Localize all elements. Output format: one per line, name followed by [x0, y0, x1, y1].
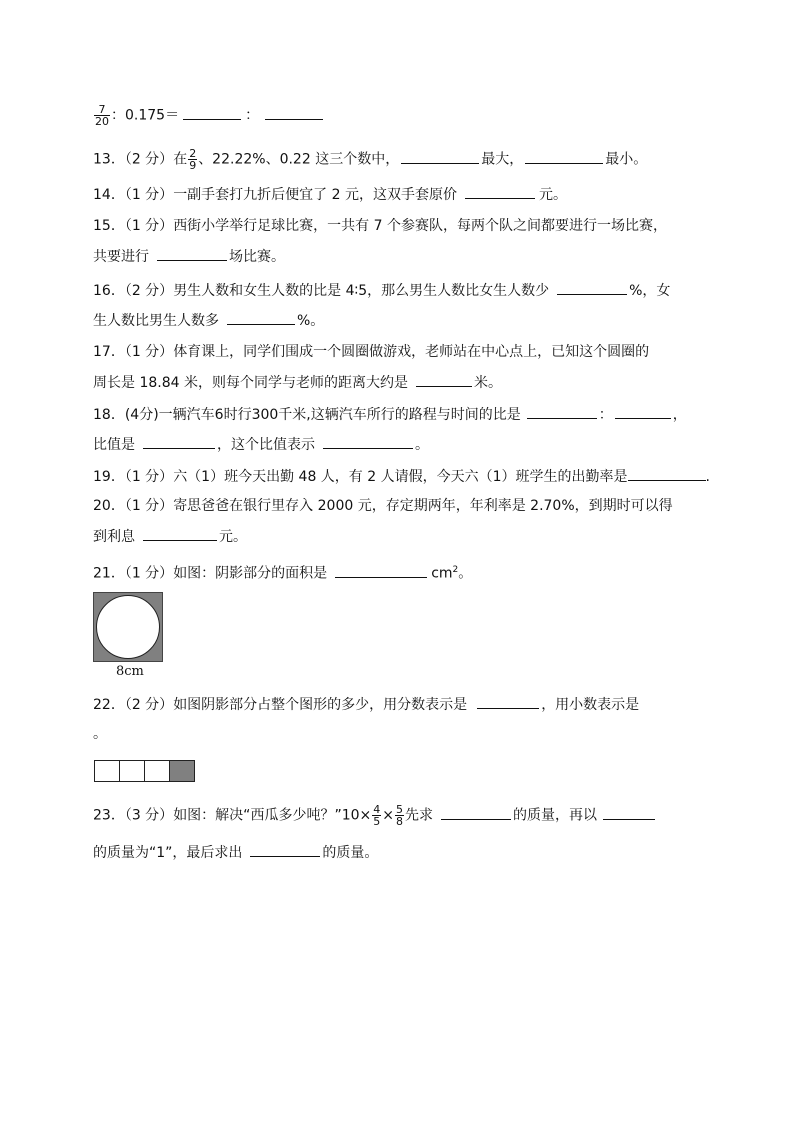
answer-blank[interactable] [615, 404, 671, 419]
answer-blank[interactable] [227, 310, 295, 325]
answer-blank[interactable] [603, 805, 655, 820]
answer-blank[interactable] [628, 466, 706, 481]
answer-blank[interactable] [441, 805, 511, 820]
question-20-line2: 到利息 元。 [93, 526, 247, 547]
question-16: 16．（2 分）男生人数和女生人数的比是 4∶5，那么男生人数比女生人数少 %，女 [93, 280, 670, 301]
fraction-2-9: $\frac{2}{9}$ [189, 147, 197, 172]
shaded-square-figure [93, 592, 163, 662]
question-16-line2: 生人数比男生人数多 %。 [93, 310, 324, 331]
strip-cell [95, 761, 120, 781]
inscribed-circle [96, 595, 160, 659]
question-21: 21．（1 分）如图：阴影部分的面积是 $cm^2$。 [93, 560, 472, 584]
answer-blank[interactable] [465, 184, 535, 199]
question-20: 20．（1 分）寄思爸爸在银行里存入 2000 元，存定期两年，年利率是 2.70%，到期时可以得 [93, 498, 673, 514]
question-22: 22．（2 分）如图阴影部分占整个图形的多少，用分数表示是 ，用小数表示是 [93, 694, 639, 715]
question-18: 18．(4分)一辆汽车6时行300千米,这辆汽车所行的路程与时间的比是 ： ， [93, 404, 687, 425]
answer-blank[interactable] [401, 149, 479, 164]
answer-blank[interactable] [183, 105, 241, 120]
question-17-line2: 周长是 18.84 米，则每个同学与老师的距离大约是 米。 [93, 372, 502, 393]
answer-blank[interactable] [157, 246, 227, 261]
question-22-line2: 。 [93, 726, 107, 742]
q12-continuation: $\frac{7}{20}$ ：0.175＝ ： [93, 104, 323, 127]
answer-blank[interactable] [265, 105, 323, 120]
figure-side-label: 8cm [116, 664, 144, 679]
question-18-line2: 比值是 ，这个比值表示 。 [93, 434, 429, 455]
answer-blank[interactable] [335, 563, 427, 578]
fraction-strip-figure [94, 760, 195, 782]
question-17: 17．（1 分）体育课上，同学们围成一个圆圈做游戏，老师站在中心点上，已知这个圆圈的 [93, 344, 650, 360]
question-15: 15．（1 分）西街小学举行足球比赛，一共有 7 个参赛队，每两个队之间都要进行一场比赛， [93, 218, 667, 234]
fraction-5-8: $\frac{5}{8}$ [395, 803, 403, 828]
question-13: 13．（2 分）在 $\frac{2}{9}$ 、22.22%、0.22 这三个数中， 最大， 最小。 [93, 147, 648, 172]
fraction-4-5: $\frac{4}{5}$ [373, 803, 381, 828]
strip-cell-shaded [170, 761, 194, 781]
answer-blank[interactable] [143, 526, 217, 541]
strip-cell [120, 761, 145, 781]
answer-blank[interactable] [416, 372, 472, 387]
answer-blank[interactable] [323, 434, 413, 449]
question-19: 19．（1 分）六（1）班今天出勤 48 人，有 2 人请假，今天六（1）班学生的出勤率是 . [93, 466, 710, 487]
question-23: 23．（3 分）如图：解决“西瓜多少吨？”10× $\frac{4}{5}$ × $\frac{5}{8}$ 先求 的质量，再以 [93, 804, 655, 827]
answer-blank[interactable] [477, 694, 539, 709]
question-15-line2: 共要进行 场比赛。 [93, 246, 285, 267]
answer-blank[interactable] [525, 149, 603, 164]
question-23-line2: 的质量为“1”，最后求出 的质量。 [93, 842, 378, 863]
answer-blank[interactable] [250, 842, 320, 857]
answer-blank[interactable] [557, 280, 627, 295]
strip-cell [145, 761, 170, 781]
answer-blank[interactable] [143, 434, 215, 449]
fraction-7-20: $\frac{7}{20}$ [95, 103, 109, 128]
answer-blank[interactable] [527, 404, 597, 419]
question-14: 14．（1 分）一副手套打九折后便宜了 2 元，这双手套原价 元。 [93, 184, 567, 205]
